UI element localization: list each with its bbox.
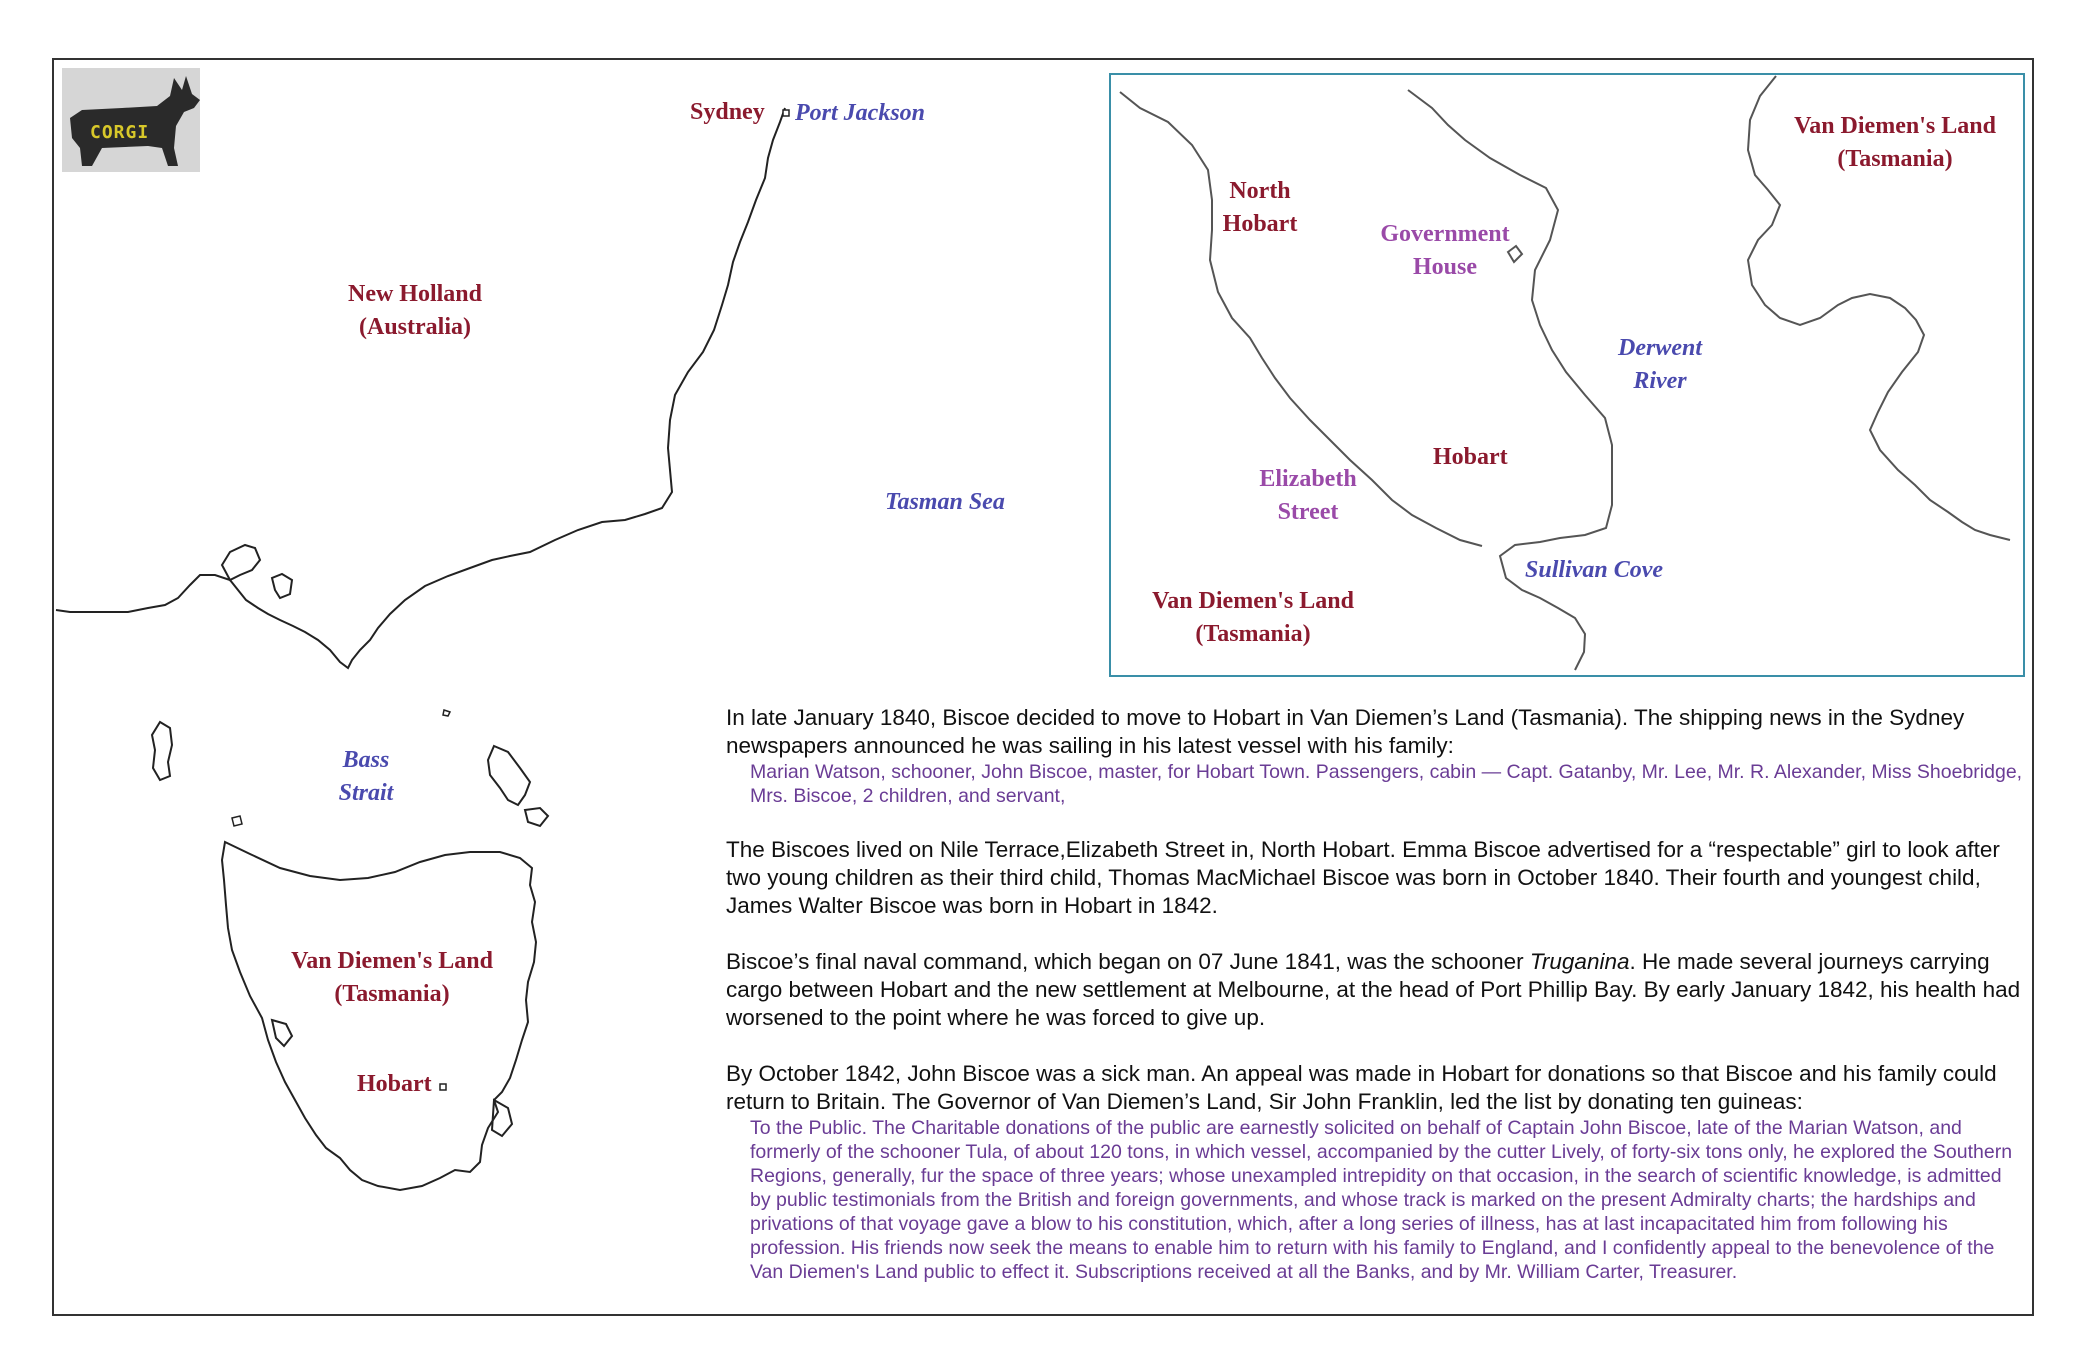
sydney-marker xyxy=(783,110,789,116)
inset-label-government-house xyxy=(1365,218,1525,284)
inset-label-hobart: Hobart xyxy=(1433,444,1508,470)
label-hobart-main: Hobart xyxy=(357,1071,432,1097)
small-island xyxy=(232,816,242,826)
inset-label-government-house-line2: House xyxy=(1412,254,1477,280)
inset-label-derwent-line2: River xyxy=(1633,368,1687,394)
western-port xyxy=(272,574,292,598)
cape-barren-island xyxy=(525,808,548,826)
paragraph-1-text: In late January 1840, Biscoe decided to move to Hobart in Van Diemen’s Land (Tasmania). The shipping news in the Sydney newspapers announced he was sailing in his latest vessel with his family: xyxy=(726,705,1965,758)
label-new-holland-line2: (Australia) xyxy=(359,314,471,340)
label-vdl-line1: Van Diemen's Land xyxy=(291,948,493,974)
inset-label-vdl-bottom-line2: (Tasmania) xyxy=(1195,621,1311,647)
inset-label-elizabeth-street xyxy=(1248,463,1368,529)
label-new-holland-line1: New Holland xyxy=(347,281,482,307)
paragraph-2: The Biscoes lived on Nile Terrace,Elizabeth Street in, North Hobart. Emma Biscoe advertised for a “respectable” girl to look after two young children as their third child, Thomas MacMichael Biscoe was born in October 1840. Their fourth and youngest child, James Walter Biscoe was born in Hobart in 1842. xyxy=(726,837,2000,918)
paragraph-1 xyxy=(726,704,2026,808)
small-island xyxy=(443,710,450,716)
label-tasman-sea: Tasman Sea xyxy=(885,489,1005,515)
inset-label-north-hobart-line1: North xyxy=(1229,178,1291,204)
inset-label-vdl-top xyxy=(1775,110,2015,176)
port-phillip-bay xyxy=(222,545,260,580)
label-sydney: Sydney xyxy=(690,99,765,125)
label-bass-strait-line1: Bass xyxy=(342,747,390,773)
logo-text: CORGI xyxy=(90,122,150,143)
inset-label-government-house-line1: Government xyxy=(1380,221,1510,247)
inset-label-north-hobart xyxy=(1210,175,1310,241)
paragraph-3-text-a: Biscoe’s final naval command, which began on 07 June 1841, was the schooner xyxy=(726,949,1530,974)
flinders-island xyxy=(488,746,530,805)
inset-label-north-hobart-line2: Hobart xyxy=(1222,211,1298,237)
inset-label-derwent-line1: Derwent xyxy=(1618,335,1702,361)
inset-label-vdl-top-line1: Van Diemen's Land xyxy=(1794,113,1996,139)
narrative-text xyxy=(726,704,2026,1312)
tasmania-coastline xyxy=(222,842,536,1190)
macquarie-harbour xyxy=(272,1020,292,1046)
paragraph-4 xyxy=(726,1060,2026,1284)
label-vdl-line2: (Tasmania) xyxy=(334,981,450,1007)
ship-name: Truganina xyxy=(1529,949,1630,974)
quote-shipping-news: Marian Watson, schooner, John Biscoe, master, for Hobart Town. Passengers, cabin — Capt. Gatanby, Mr. Lee, Mr. R. Alexander, Miss Shoebridge, Mrs. Biscoe, 2 children, and servant, xyxy=(750,761,2023,807)
paragraph-3 xyxy=(726,948,2026,1032)
label-bass-strait-line2: Strait xyxy=(338,780,394,806)
hobart-marker xyxy=(440,1084,446,1090)
paragraph-3-text-b: . He made several journeys carrying cargo between Hobart and the new settlement at Melbourne, at the head of Port Phillip Bay. By early January 1842, his health had worsened to the point where he was forced to give up. xyxy=(726,949,2021,1030)
inset-label-vdl-top-line2: (Tasmania) xyxy=(1837,146,1953,172)
inset-label-elizabeth-line2: Street xyxy=(1277,499,1339,525)
king-island xyxy=(152,722,172,780)
quote-public-appeal: To the Public. The Charitable donations of the public are earnestly solicited on behalf of Captain John Biscoe, late of the Marian Watson, and formerly of the schooner Tula, of about 120 tons, in which vessel, accompanied by the cutter Lively, of forty-six tons only, he explored the Southern Regions, generally, fur the space of three years; whose unexampled intrepidity on that occasion, in the search of scientific knowledge, is admitted by public testimonials from the British and foreign governments, and whose track is marked on the present Admiralty charts; the hardships and privations of that voyage gave a blow to his constitution, which, after a long series of illness, has at last incapacitated him from following his profession. His friends now seek the means to enable him to return with his family to England, and I confidently appeal to the benevolence of the Van Diemen's Land public to effect it. Subscriptions received at all the Banks, and by Mr. William Carter, Treasurer. xyxy=(750,1117,2013,1283)
corgi-logo xyxy=(62,68,200,172)
inset-label-vdl-bottom xyxy=(1133,585,1373,651)
inset-label-elizabeth-line1: Elizabeth xyxy=(1259,466,1357,492)
label-new-holland xyxy=(320,278,510,344)
inset-label-sullivan-cove: Sullivan Cove xyxy=(1525,557,1664,583)
inset-label-vdl-bottom-line1: Van Diemen's Land xyxy=(1152,588,1354,614)
inset-label-derwent-river xyxy=(1605,332,1715,398)
label-port-jackson: Port Jackson xyxy=(795,100,926,126)
australia-coastline xyxy=(56,108,785,668)
label-van-diemens-land xyxy=(272,945,512,1011)
paragraph-4-text: By October 1842, John Biscoe was a sick man. An appeal was made in Hobart for donations so that Biscoe and his family could return to Britain. The Governor of Van Diemen’s Land, Sir John Franklin, led the list by donating ten guineas: xyxy=(726,1061,1997,1114)
label-bass-strait xyxy=(316,744,416,810)
corgi-dog-icon xyxy=(62,68,200,172)
